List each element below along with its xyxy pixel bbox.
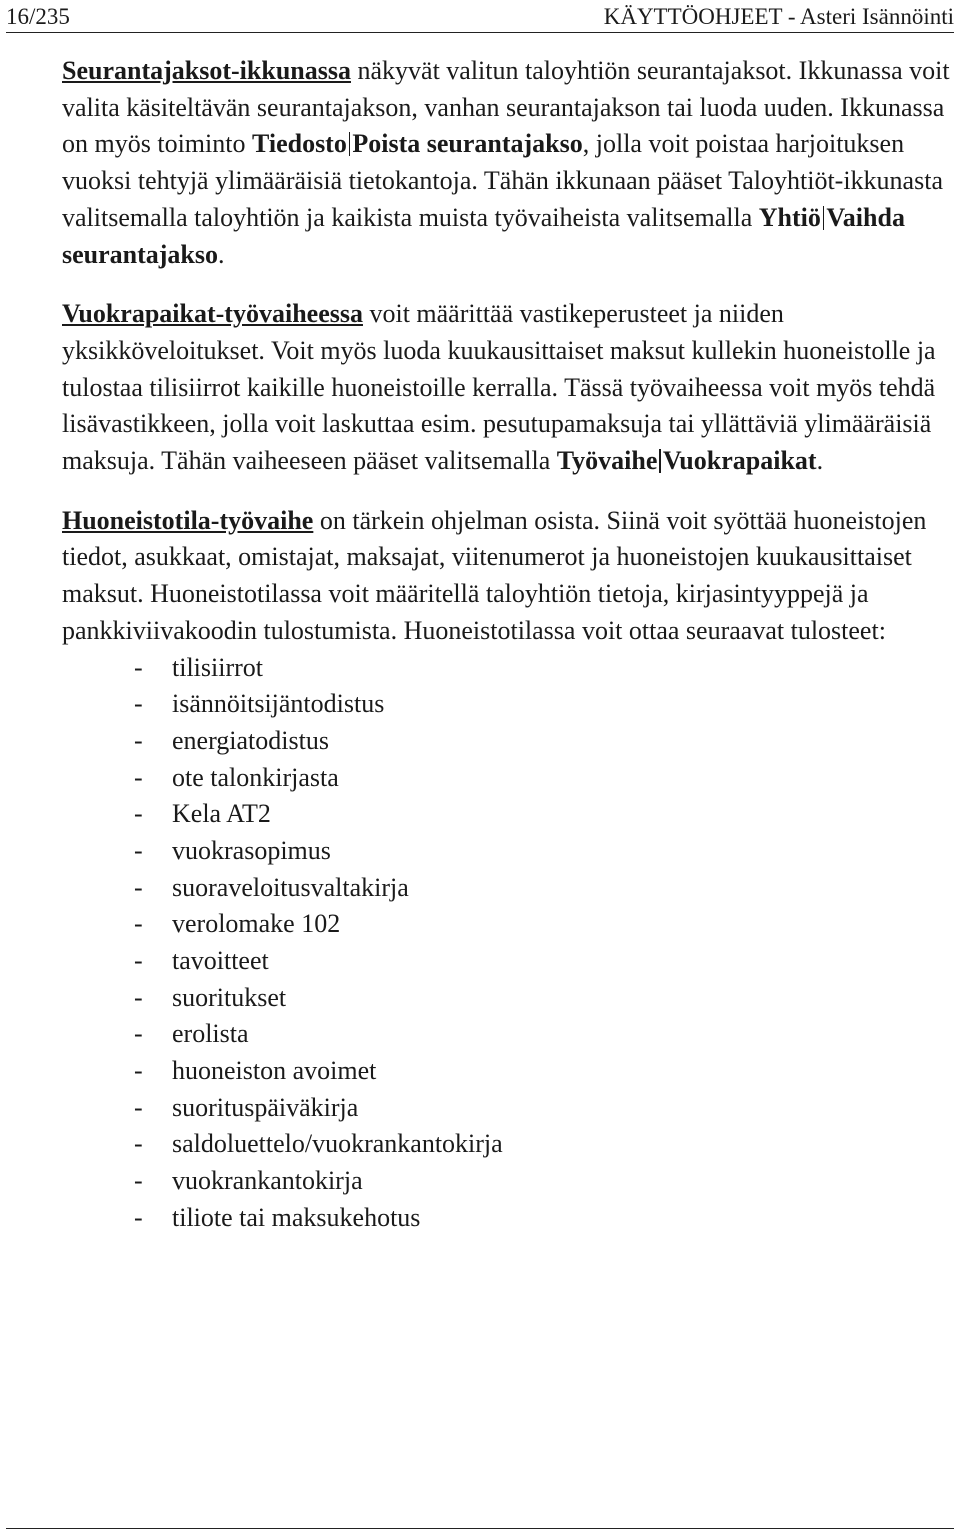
list-dash: - <box>134 1166 143 1196</box>
menu-command-vuokrapaikat: Vuokrapaikat <box>662 446 817 476</box>
list-dash: - <box>134 689 143 719</box>
list-dash: - <box>134 946 143 976</box>
list-dash: - <box>134 1092 143 1122</box>
list-item <box>134 760 952 797</box>
page-number: 16/235 <box>6 4 70 29</box>
list-item-text: vuokrasopimus <box>172 835 331 865</box>
list-item <box>134 1200 952 1237</box>
page-header <box>6 2 954 33</box>
list-item <box>134 833 952 870</box>
list-dash: - <box>134 762 143 792</box>
document-body <box>62 53 952 1237</box>
term-seurantajaksot: Seurantajaksot-ikkunassa <box>62 56 351 85</box>
running-title: KÄYTTÖOHJEET - Asteri Isännöinti <box>603 4 954 29</box>
list-dash: - <box>134 909 143 939</box>
paragraph-text: , jolla voit poistaa harjoituksen vuoksi tehtyjä ylimääräisiä tietokantoja. Tähän ikkunaan pääset Taloyhtiöt-ikkunasta valitsemalla taloyhtiön ja kaikista muista työvaiheista valitsemalla <box>62 129 943 232</box>
list-item-text: suorituspäiväkirja <box>172 1092 359 1122</box>
list-item-text: saldoluettelo/vuokrankantokirja <box>172 1129 503 1159</box>
paragraph-text: on tärkein ohjelman osista. Siinä voit syöttää huoneistojen tiedot, asukkaat, omistajat, maksajat, viitenumerot ja huoneistojen kuukausittaiset maksut. Huoneistotilassa voit määritellä taloyhtiön tietoja, kirjasintyyppejä ja pankkiviivakoodin tulostumista. Huoneistotilassa voit ottaa seuraavat tulosteet: <box>62 505 927 645</box>
menu-separator <box>659 449 661 473</box>
paragraph-seurantajaksot <box>62 53 952 273</box>
menu-command-vaihda-seurantajakso: Vaihda seurantajakso <box>62 202 905 269</box>
footer-rule <box>6 1528 954 1529</box>
list-dash: - <box>134 725 143 755</box>
list-item <box>134 1053 952 1090</box>
list-item <box>134 1016 952 1053</box>
menu-command-tyovaihe: Työvaihe <box>556 446 658 476</box>
list-dash: - <box>134 872 143 902</box>
output-list <box>62 650 952 1237</box>
paragraph-text: . <box>218 239 225 269</box>
list-item-text: erolista <box>172 1019 249 1049</box>
list-item-text: suoritukset <box>172 982 287 1012</box>
list-item-text: ote talonkirjasta <box>172 762 339 792</box>
list-dash: - <box>134 1056 143 1086</box>
list-item <box>134 1090 952 1127</box>
list-item-text: energiatodistus <box>172 725 329 755</box>
menu-separator <box>349 132 351 156</box>
list-item <box>134 723 952 760</box>
list-item <box>134 980 952 1017</box>
menu-command-tiedosto: Tiedosto <box>251 129 347 159</box>
paragraph-text: . <box>816 446 824 476</box>
list-dash: - <box>134 1019 143 1049</box>
menu-command-yhtio: Yhtiö <box>758 202 821 232</box>
list-item <box>134 686 952 723</box>
term-vuokrapaikat: Vuokrapaikat-työvaiheessa <box>62 299 363 329</box>
list-item <box>134 1126 952 1163</box>
list-dash: - <box>134 835 143 865</box>
list-item-text: Kela AT2 <box>172 799 271 829</box>
list-item-text: huoneiston avoimet <box>172 1056 377 1086</box>
list-item-text: tilisiirrot <box>172 652 263 682</box>
paragraph-text: näkyvät valitun taloyhtiön seurantajaksot. Ikkunassa voit valita käsiteltävän seurantajakson, vanhan seurantajakson tai luoda uuden. Ikkunassa on myös toiminto <box>62 56 950 159</box>
menu-separator <box>823 206 825 230</box>
list-item-text: isännöitsijäntodistus <box>172 689 385 719</box>
list-dash: - <box>134 1202 143 1232</box>
list-dash: - <box>134 799 143 829</box>
list-item-text: tavoitteet <box>172 946 269 976</box>
list-item <box>134 906 952 943</box>
list-item-text: vuokrankantokirja <box>172 1166 363 1196</box>
paragraph-text: voit määrittää vastikeperusteet ja niiden yksikköveloitukset. Voit myös luoda kuukausittaiset maksut kullekin huoneistolle ja tulostaa tilisiirrot kaikille huoneistoille kerralla. Tässä työvaiheessa voit myös tehdä lisävastikkeen, jolla voit laskuttaa esim. pesutupamaksuja tai yllättäviä ylimääräisiä maksuja. Tähän vaiheeseen pääset valitsemalla <box>62 299 936 476</box>
paragraph-vuokrapaikat <box>62 296 952 480</box>
paragraph-huoneistotila <box>62 503 952 650</box>
list-dash: - <box>134 652 143 682</box>
list-item <box>134 1163 952 1200</box>
list-item <box>134 870 952 907</box>
term-huoneistotila: Huoneistotila-työvaihe <box>62 505 314 535</box>
list-item-text: tiliote tai maksukehotus <box>172 1202 421 1232</box>
list-item <box>134 943 952 980</box>
list-dash: - <box>134 982 143 1012</box>
menu-command-poista-seurantajakso: Poista seurantajakso <box>352 129 583 159</box>
list-item <box>134 650 952 687</box>
list-dash: - <box>134 1129 143 1159</box>
list-item <box>134 796 952 833</box>
list-item-text: verolomake 102 <box>172 909 341 939</box>
list-item-text: suoraveloitusvaltakirja <box>172 872 409 902</box>
